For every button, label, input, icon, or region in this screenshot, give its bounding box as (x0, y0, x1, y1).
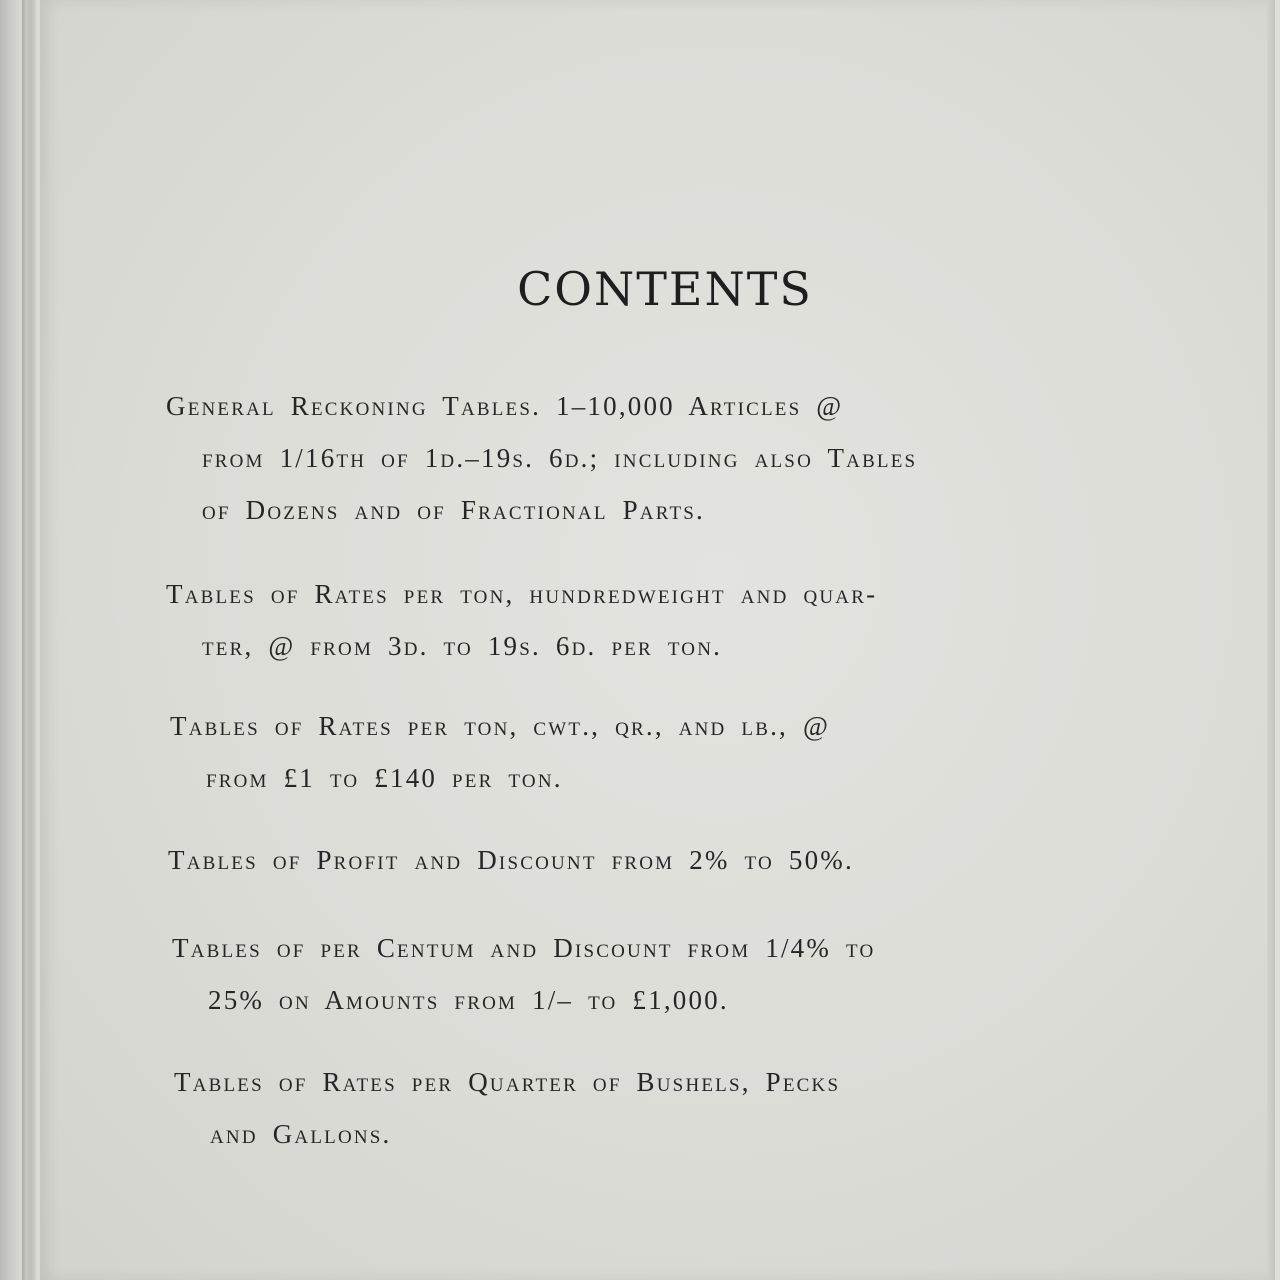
contents-entry-rates-per-quarter (174, 1056, 840, 1160)
book-spine-edge (22, 0, 36, 1280)
contents-entry-general-reckoning (166, 380, 917, 536)
entry-line: General Reckoning Tables. 1–10,000 Articles @ (166, 391, 844, 421)
entry-line: Tables of Profit and Discount from 2% to 50%. (168, 845, 854, 875)
entry-line: Tables of per Centum and Discount from 1/4% to (172, 933, 876, 963)
entry-line: of Dozens and of Fractional Parts. (202, 495, 705, 525)
entry-line: ter, @ from 3d. to 19s. 6d. per ton. (202, 631, 723, 661)
contents-entry-rates-per-ton-cwt (170, 700, 830, 804)
contents-entry-per-centum (172, 922, 875, 1026)
page-title: CONTENTS (517, 262, 813, 316)
entry-line: Tables of Rates per Quarter of Bushels, Pecks (174, 1067, 841, 1097)
contents-entry-profit-and-discount (168, 834, 854, 886)
contents-entry-rates-per-ton-hundredweight (166, 568, 877, 672)
entry-line: Tables of Rates per ton, cwt., qr., and lb., @ (170, 711, 831, 741)
entry-line: 25% on Amounts from 1/– to £1,000. (208, 985, 729, 1015)
page-right-edge (1267, 0, 1275, 1280)
entry-line: from £1 to £140 per ton. (206, 763, 563, 793)
entry-line: Tables of Rates per ton, hundredweight and quar- (166, 579, 878, 609)
entry-line: and Gallons. (210, 1119, 392, 1149)
entry-line: from 1/16th of 1d.–19s. 6d.; including also Tables (202, 443, 918, 473)
